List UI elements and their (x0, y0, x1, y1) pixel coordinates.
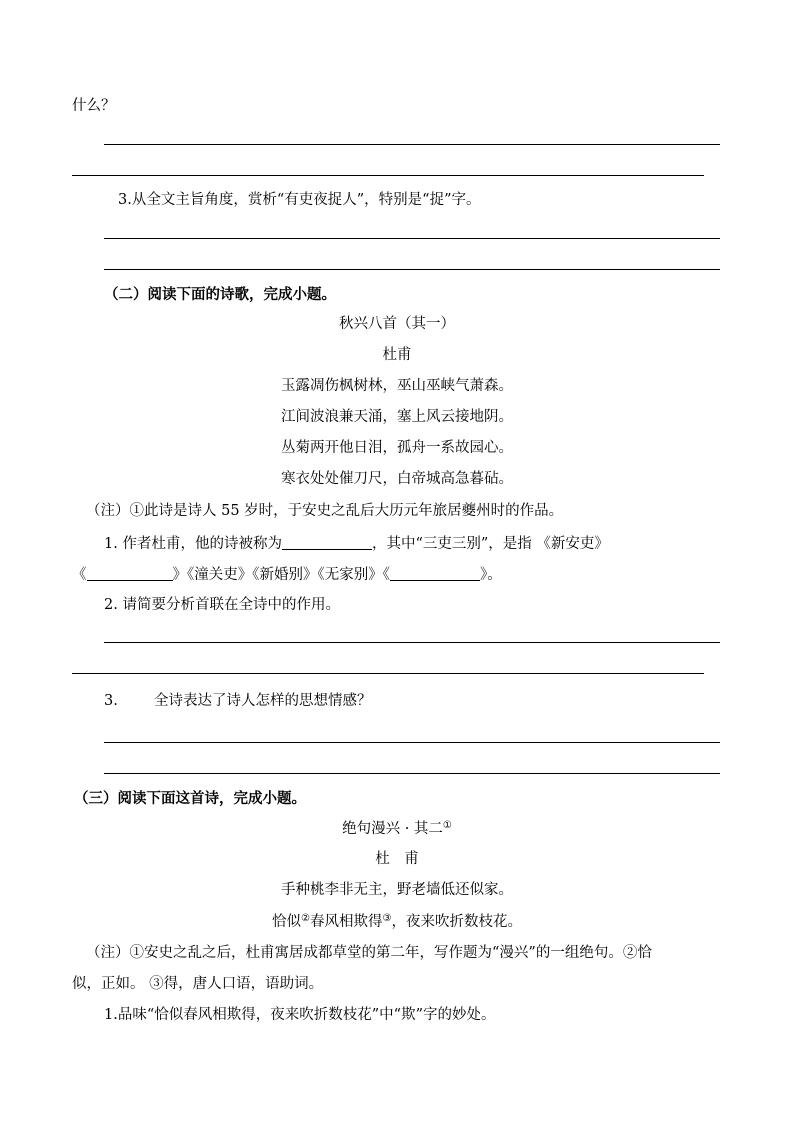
poem-note: （注）①安史之乱之后，杜甫寓居成都草堂的第二年，写作题为“漫兴”的一组绝句。②恰 (86, 945, 652, 961)
poem-line-text: ，夜来吹折数枝花。 (391, 914, 522, 930)
question-1: 1.品味“恰似春风相欺得，夜来吹折数枝花”中“欺”字的妙处。 (104, 1007, 496, 1023)
poem-title-text: 绝句漫兴 · 其二 (342, 821, 443, 837)
poem-line: 丛菊两开他日泪，孤舟一系故园心。 (281, 440, 513, 456)
poem-line (0, 913, 794, 931)
answer-line[interactable] (104, 742, 720, 743)
poem-line: 寒衣处处催刀尺，白帝城高急暮砧。 (281, 471, 513, 487)
poem-line-text: 恰似 (272, 914, 302, 930)
footnote-mark: ① (442, 820, 452, 831)
answer-line[interactable] (104, 773, 720, 774)
question-1-text-a: 1. 作者杜甫，他的诗被称为 (104, 536, 282, 552)
poem-line: 江间波浪兼天涌，塞上风云接地阴。 (281, 409, 513, 425)
question-1-line-2 (72, 566, 502, 584)
poem-author: 杜 甫 (375, 851, 419, 867)
poem-author: 杜甫 (382, 347, 412, 363)
answer-line[interactable] (72, 673, 704, 674)
section-2-heading: （二）阅读下面的诗歌，完成小题。 (104, 286, 336, 303)
question-3-text: 3.从全文主旨角度，赏析“有吏夜捉人”，特别是“捉”字。 (118, 192, 481, 208)
poem-line: 手种桃李非无主，野老墙低还似家。 (281, 882, 513, 898)
answer-line[interactable] (104, 269, 720, 270)
poem-note-continued: 似，正如。 ③得，唐人口语，语助词。 (72, 976, 324, 992)
question-1 (104, 535, 609, 553)
answer-line[interactable] (104, 144, 720, 145)
poem-title (0, 820, 794, 838)
question-2: 2. 请简要分析首联在全诗中的作用。 (104, 597, 340, 613)
footnote-mark: ③ (382, 913, 392, 924)
fill-blank[interactable] (87, 566, 173, 581)
question-tail-text: 什么？ (72, 98, 116, 114)
footnote-mark: ② (301, 913, 310, 924)
question-3-number: 3. (104, 693, 118, 709)
answer-line[interactable] (72, 175, 704, 176)
poem-title: 秋兴八首（其一） (339, 316, 455, 332)
question-1-works: 》《潼关吏》《新婚别》《无家别》《 (172, 567, 390, 583)
fill-blank[interactable] (282, 535, 372, 550)
poem-line-text: 春风相欺得 (310, 914, 383, 930)
section-3-heading: （三）阅读下面这首诗，完成小题。 (74, 790, 306, 807)
question-1-text-b: ，其中“三吏三别”，是指 《新安吏》 (371, 536, 609, 552)
fill-blank[interactable] (390, 566, 480, 581)
poem-note: （注）①此诗是诗人 55 岁时，于安史之乱后大历元年旅居夔州时的作品。 (86, 503, 564, 519)
bracket-close: 》。 (480, 567, 502, 583)
question-3-text: 全诗表达了诗人怎样的思想情感？ (154, 693, 372, 709)
answer-line[interactable] (104, 238, 720, 239)
poem-line: 玉露凋伤枫树林，巫山巫峡气萧森。 (281, 378, 513, 394)
bracket-open: 《 (72, 567, 87, 583)
answer-line[interactable] (104, 642, 720, 643)
